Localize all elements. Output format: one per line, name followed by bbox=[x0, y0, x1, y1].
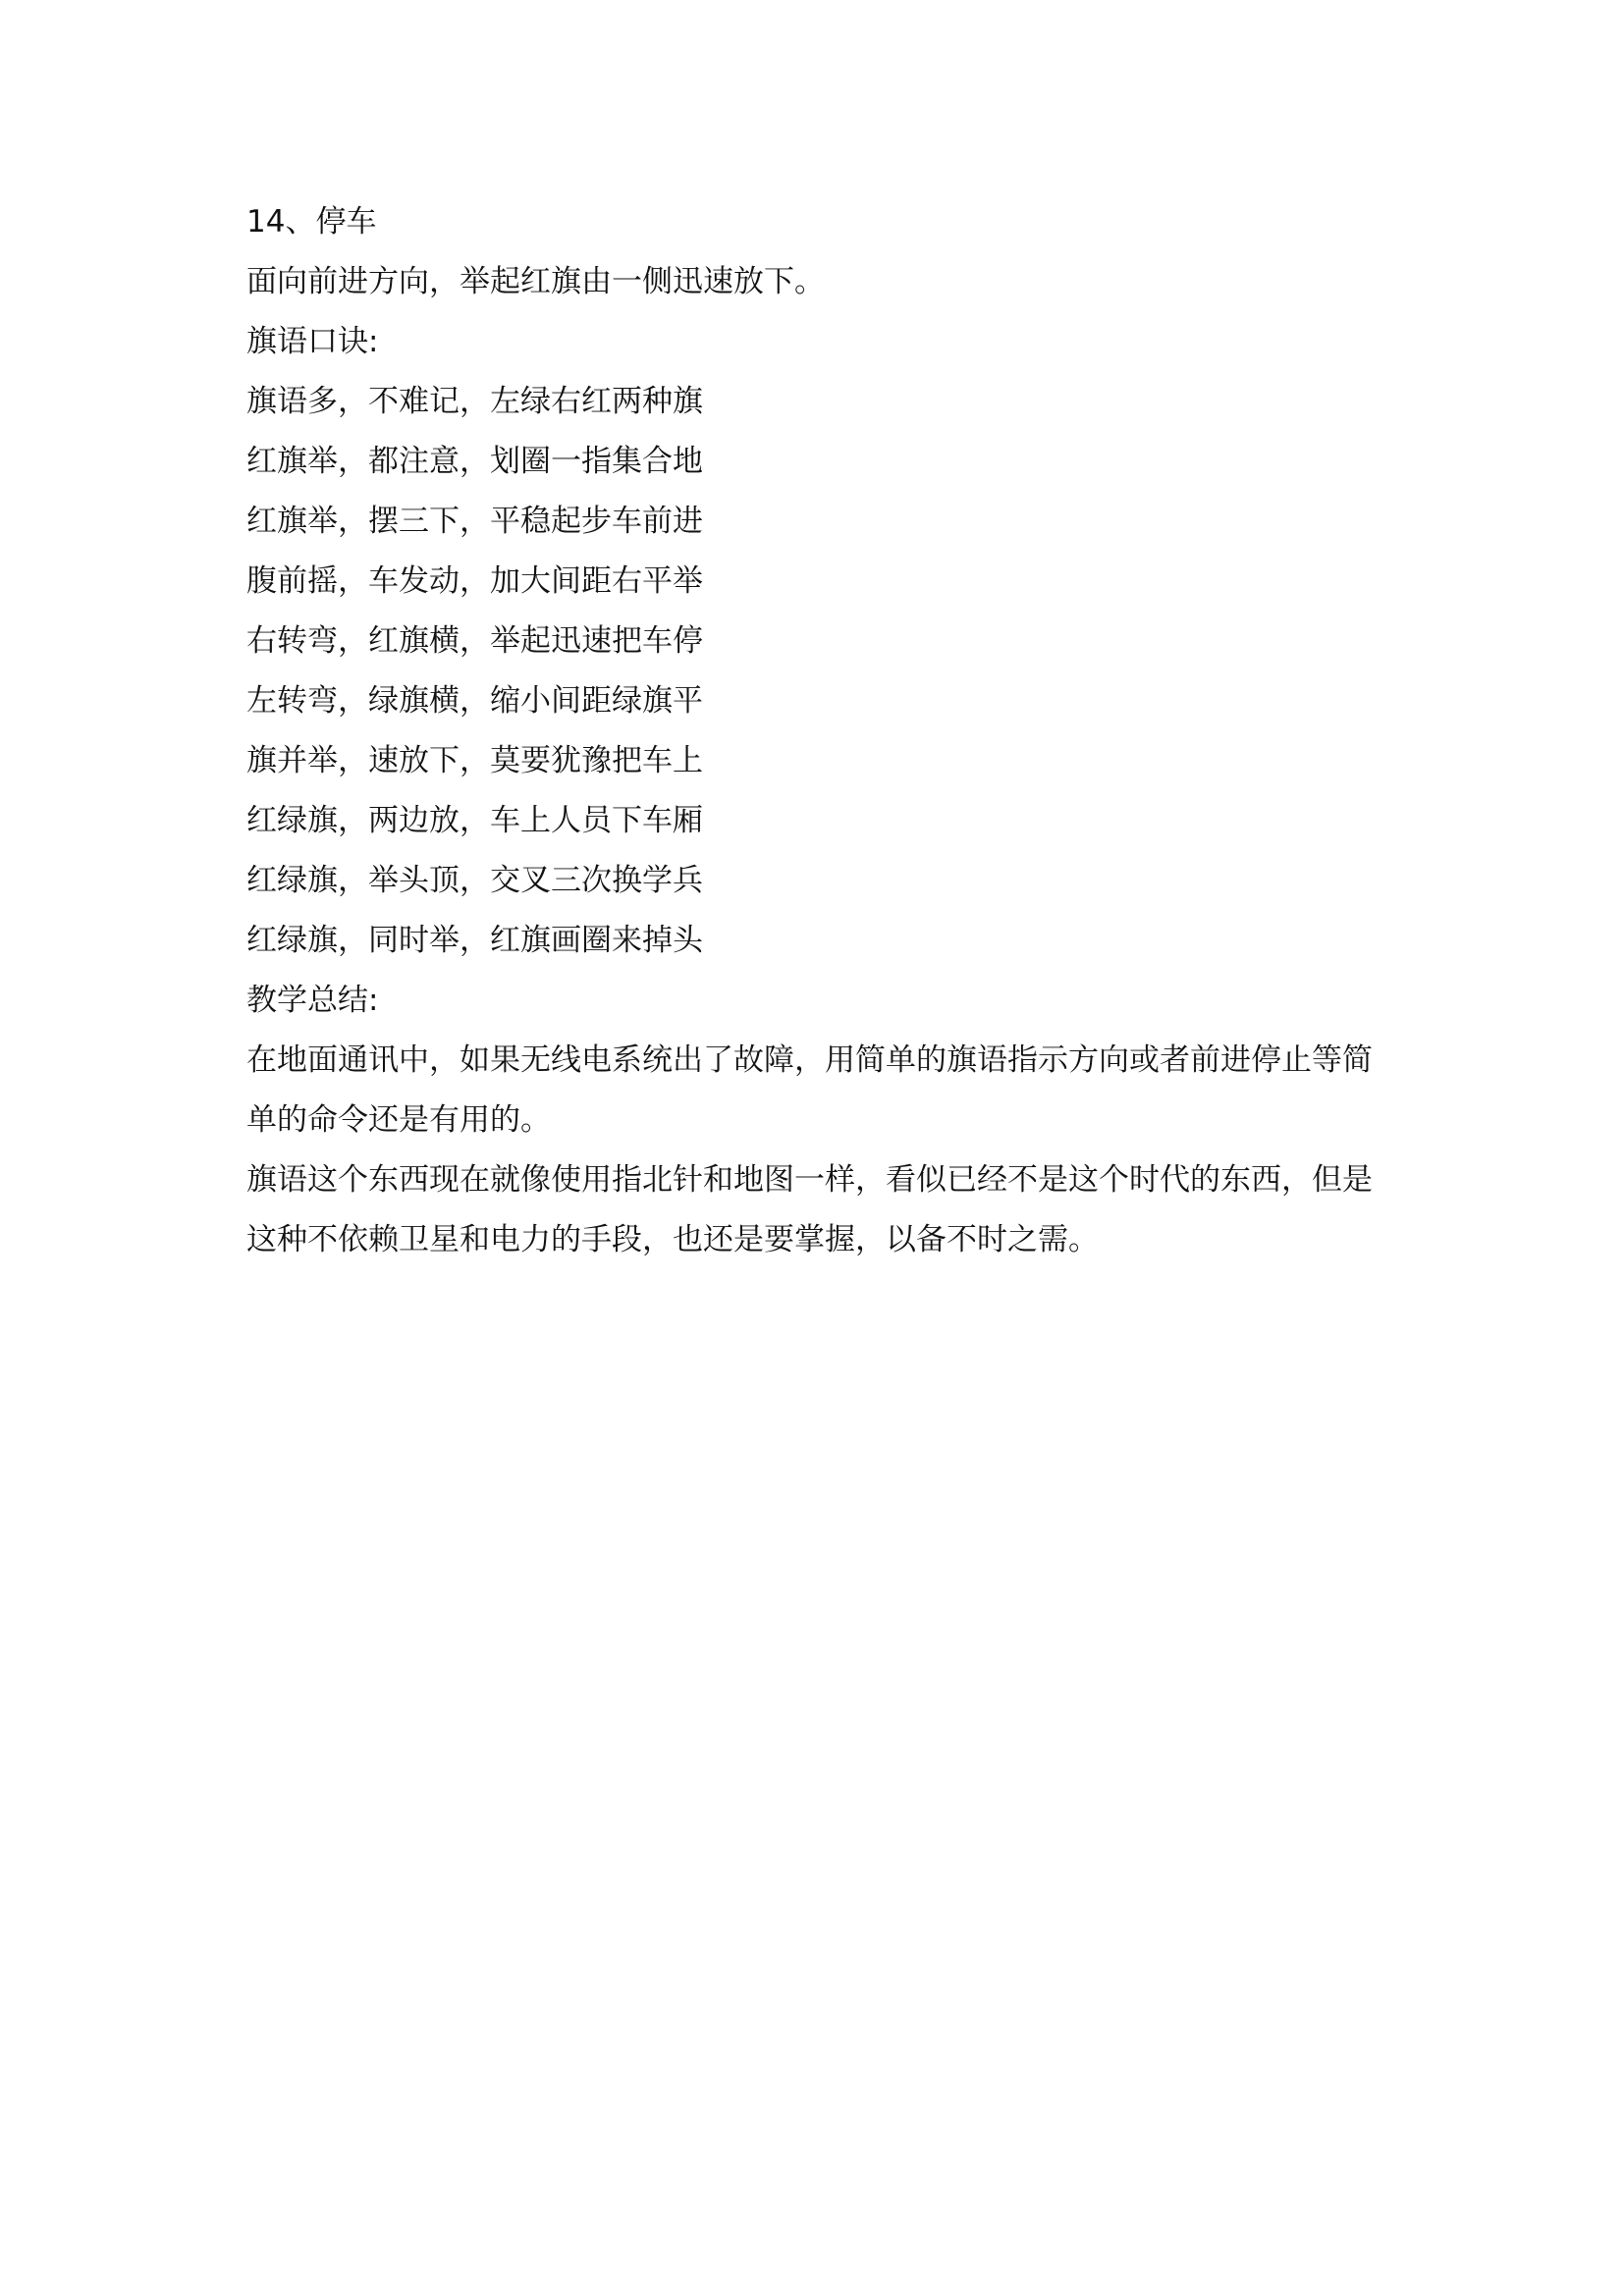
section-heading: 14、停车 bbox=[246, 204, 377, 240]
mnemonic-line: 红旗举，摆三下，平稳起步车前进 bbox=[246, 504, 703, 539]
mnemonic-line: 旗语多，不难记，左绿右红两种旗 bbox=[246, 384, 703, 419]
mnemonic-line: 红旗举，都注意，划圈一指集合地 bbox=[246, 444, 703, 479]
mnemonic-line: 腹前摇，车发动，加大间距右平举 bbox=[246, 563, 703, 599]
mnemonic-heading: 旗语口诀: bbox=[246, 324, 379, 359]
mnemonic-line: 红绿旗，同时举，红旗画圈来掉头 bbox=[246, 923, 703, 958]
mnemonic-line: 红绿旗，举头顶，交叉三次换学兵 bbox=[246, 863, 703, 898]
summary-paragraph: 旗语这个东西现在就像使用指北针和地图一样，看似已经不是这个时代的东西，但是这种不依赖卫星和电力的手段，也还是要掌握，以备不时之需。 bbox=[246, 1162, 1373, 1257]
instruction-text: 面向前进方向，举起红旗由一侧迅速放下。 bbox=[246, 264, 825, 299]
mnemonic-line: 旗并举，速放下，莫要犹豫把车上 bbox=[246, 743, 703, 778]
mnemonic-line: 右转弯，红旗横，举起迅速把车停 bbox=[246, 623, 703, 659]
document-body bbox=[246, 192, 1385, 1270]
mnemonic-line: 红绿旗，两边放，车上人员下车厢 bbox=[246, 803, 703, 838]
summary-heading: 教学总结: bbox=[246, 983, 379, 1018]
mnemonic-line: 左转弯，绿旗横，缩小间距绿旗平 bbox=[246, 683, 703, 719]
mnemonic-list bbox=[246, 372, 1385, 971]
summary-paragraph: 在地面通讯中，如果无线电系统出了故障，用简单的旗语指示方向或者前进停止等简单的命令还是有用的。 bbox=[246, 1042, 1373, 1138]
